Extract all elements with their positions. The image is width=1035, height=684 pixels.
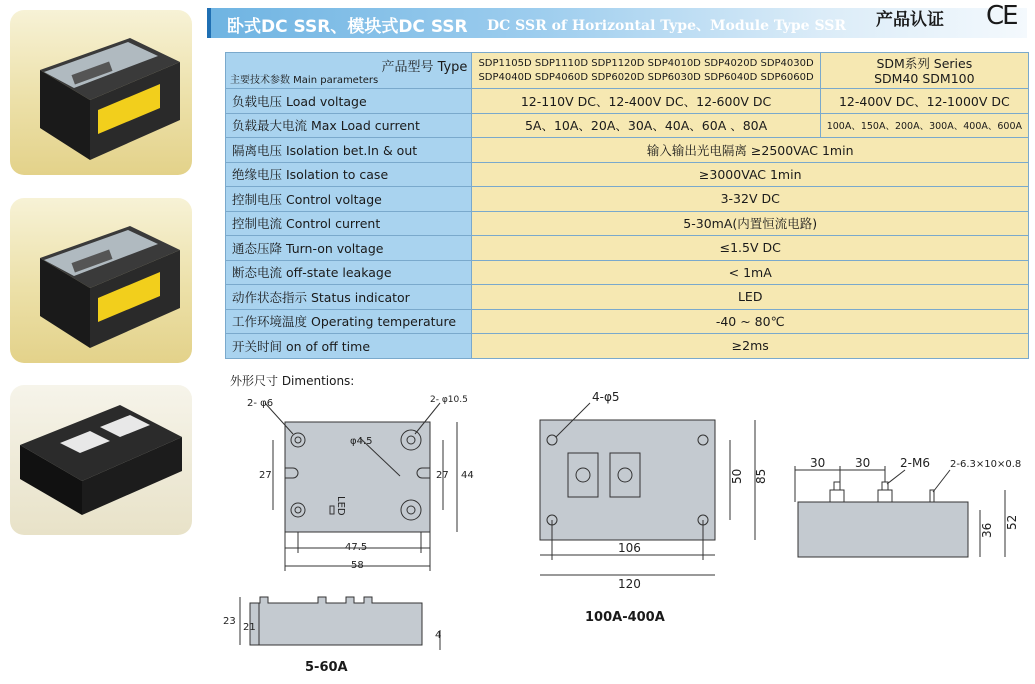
led-label: LED (335, 496, 346, 516)
header-models-cell (472, 53, 820, 89)
param-cell: 负载电压 Load voltage (226, 89, 472, 114)
spec-table (225, 52, 1029, 359)
param-cell: 负载最大电流 Max Load current (226, 113, 472, 138)
param-cell: 开关时间 on of off time (226, 334, 472, 359)
dim-30-b: 30 (855, 456, 871, 470)
value-cell: 5-30mA(内置恒流电路) (472, 211, 1029, 236)
param-cell: 隔离电压 Isolation bet.In & out (226, 138, 472, 163)
page-subtitle: DC SSR of Horizontal Type、Module Type SSR (487, 18, 847, 34)
dim-30-a: 30 (810, 456, 826, 470)
drawing-side-view (790, 450, 1030, 570)
product-photo-ssr-single (10, 10, 192, 175)
models-line: SDP1105D SDP1110D SDP1120D SDP4010D SDP4020D SDP4030D (478, 57, 814, 69)
param-cell: 断态电流 off-state leakage (226, 260, 472, 285)
value-cell: < 1mA (472, 260, 1029, 285)
sdm-models: SDM40 SDM100 (874, 70, 975, 86)
table-row (226, 89, 1029, 114)
table-row (226, 187, 1029, 212)
dim-47-5: 47.5 (345, 542, 368, 553)
table-row (226, 260, 1029, 285)
table-row (226, 334, 1029, 359)
header-param-cell (226, 53, 472, 89)
dim-tab: 2-6.3×10×0.8 (950, 459, 1022, 470)
value-cell: ≤1.5V DC (472, 236, 1029, 261)
dim-23: 23 (223, 616, 236, 627)
main-params-label: 主要技术参数 Main parameters (230, 75, 379, 86)
dim-27-left: 27 (259, 470, 272, 481)
drawing-100a-400a (530, 385, 770, 600)
dim-50: 50 (730, 468, 744, 484)
dim-4: 4 (435, 630, 442, 641)
table-header-row (226, 53, 1029, 89)
param-cell: 控制电流 Control current (226, 211, 472, 236)
dim-58: 58 (351, 560, 364, 571)
header-sdm-cell (820, 53, 1028, 89)
table-row (226, 138, 1029, 163)
sdm-series-label: SDM系列 Series (876, 55, 973, 71)
type-label: 产品型号 Type (381, 60, 468, 75)
dim-m6: 2-M6 (900, 456, 930, 470)
dim-hole-4-5: φ4.5 (350, 436, 373, 447)
param-cell: 工作环境温度 Operating temperature (226, 309, 472, 334)
dim-hole-6: 2- φ6 (247, 398, 274, 409)
value-cell: ≥3000VAC 1min (472, 162, 1029, 187)
dim-21: 21 (243, 622, 256, 633)
dim-36: 36 (980, 522, 994, 538)
caption-100a-400a: 100A-400A (585, 610, 665, 625)
models-line: SDP4040D SDP4060D SDP6020D SDP6030D SDP6040D SDP6060D (478, 71, 814, 83)
drawing-5-60a (223, 388, 474, 678)
dim-4-holes: 4-φ5 (592, 390, 620, 404)
table-row (226, 309, 1029, 334)
param-cell: 绝缘电压 Isolation to case (226, 162, 472, 187)
value-cell-sdm: 100A、150A、200A、300A、400A、600A (820, 113, 1028, 138)
value-cell: 3-32V DC (472, 187, 1029, 212)
table-row (226, 113, 1029, 138)
value-cell: LED (472, 285, 1029, 310)
caption-5-60a: 5-60A (305, 660, 348, 675)
product-photo-ssr-module (10, 385, 192, 535)
dim-85: 85 (754, 468, 768, 484)
dim-44: 44 (461, 470, 474, 481)
ce-mark-icon: CE (986, 1, 1017, 31)
param-cell: 控制电压 Control voltage (226, 187, 472, 212)
value-cell: 12-110V DC、12-400V DC、12-600V DC (472, 89, 820, 114)
dim-hole-10-5: 2- φ10.5 (430, 395, 468, 405)
value-cell: 输入输出光电隔离 ≥2500VAC 1min (472, 138, 1029, 163)
param-cell: 动作状态指示 Status indicator (226, 285, 472, 310)
dim-120: 120 (618, 577, 641, 591)
value-cell-sdm: 12-400V DC、12-1000V DC (820, 89, 1028, 114)
param-cell: 通态压降 Turn-on voltage (226, 236, 472, 261)
dim-106: 106 (618, 541, 641, 555)
page-title: 卧式DC SSR、模块式DC SSR (227, 17, 468, 37)
table-row (226, 211, 1029, 236)
value-cell: -40 ~ 80℃ (472, 309, 1029, 334)
value-cell: 5A、10A、20A、30A、40A、60A 、80A (472, 113, 820, 138)
product-photo-ssr-dual (10, 198, 192, 363)
value-cell: ≥2ms (472, 334, 1029, 359)
table-row (226, 285, 1029, 310)
table-row (226, 162, 1029, 187)
dim-52: 52 (1005, 514, 1019, 530)
certification-label: 产品认证 (876, 10, 944, 30)
dimensions-label: 外形尺寸 Dimentions: (230, 374, 355, 388)
table-row (226, 236, 1029, 261)
dim-27-right: 27 (436, 470, 449, 481)
